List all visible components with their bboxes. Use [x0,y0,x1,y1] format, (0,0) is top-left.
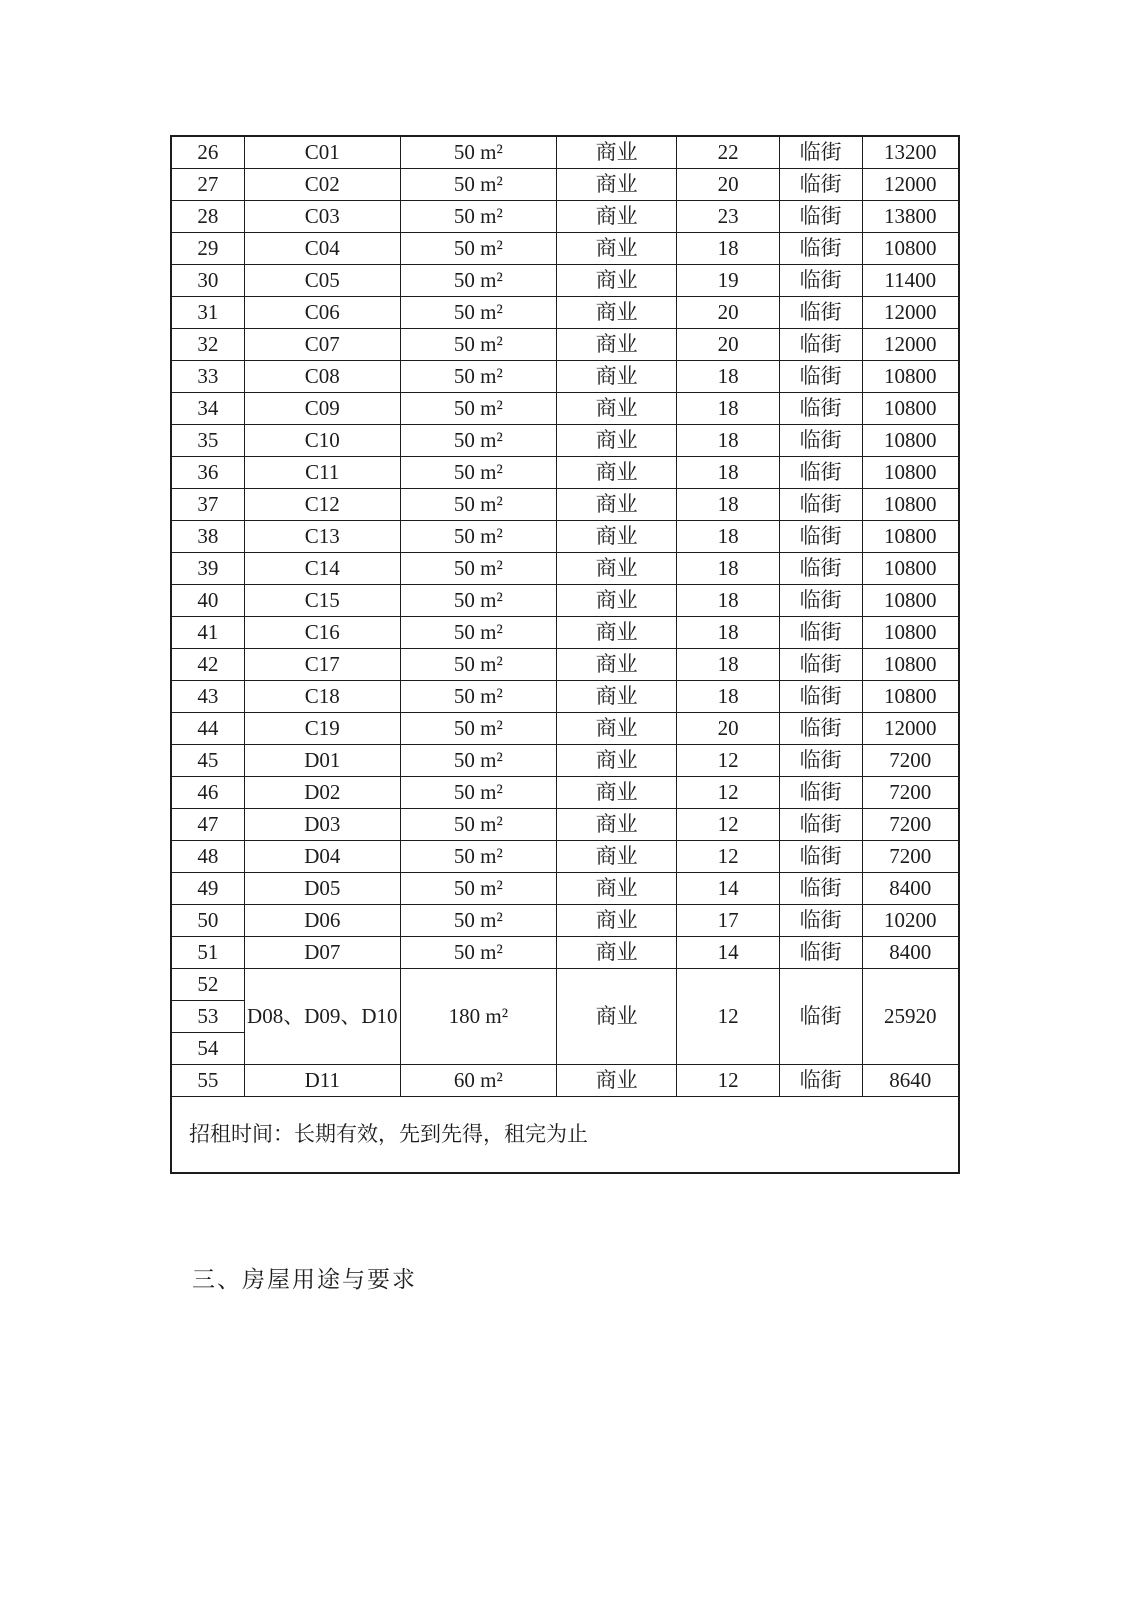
cell-count: 20 [677,168,779,200]
cell-position: 临街 [779,232,862,264]
cell-price: 10800 [862,392,959,424]
cell-position: 临街 [779,616,862,648]
cell-area: 50 m² [400,136,556,168]
cell-position: 临街 [779,360,862,392]
cell-no: 54 [171,1032,244,1064]
rental-period-note: 招租时间：长期有效，先到先得，租完为止 [171,1096,959,1173]
table-row [171,232,959,264]
cell-position: 临街 [779,744,862,776]
cell-unit: C01 [244,136,400,168]
cell-price: 10800 [862,424,959,456]
cell-count: 14 [677,872,779,904]
cell-area: 50 m² [400,200,556,232]
cell-price: 10800 [862,520,959,552]
cell-use: 商业 [556,168,677,200]
cell-count: 18 [677,680,779,712]
cell-count: 18 [677,392,779,424]
table-row [171,520,959,552]
cell-no: 48 [171,840,244,872]
table-row [171,168,959,200]
cell-use: 商业 [556,968,677,1064]
table-row [171,200,959,232]
cell-area: 50 m² [400,296,556,328]
cell-unit: C08 [244,360,400,392]
cell-price: 7200 [862,840,959,872]
cell-no: 44 [171,712,244,744]
cell-use: 商业 [556,584,677,616]
table-row [171,840,959,872]
cell-price: 7200 [862,744,959,776]
cell-area: 50 m² [400,168,556,200]
cell-area: 50 m² [400,488,556,520]
cell-use: 商业 [556,200,677,232]
cell-unit: C09 [244,392,400,424]
cell-price: 8400 [862,872,959,904]
table-row [171,776,959,808]
cell-no: 41 [171,616,244,648]
cell-no: 35 [171,424,244,456]
table-row [171,616,959,648]
cell-no: 36 [171,456,244,488]
cell-count: 18 [677,456,779,488]
cell-price: 13200 [862,136,959,168]
cell-price: 12000 [862,328,959,360]
cell-use: 商业 [556,904,677,936]
cell-no: 29 [171,232,244,264]
cell-unit: D06 [244,904,400,936]
cell-count: 18 [677,424,779,456]
cell-count: 12 [677,1064,779,1096]
cell-use: 商业 [556,552,677,584]
cell-area: 50 m² [400,232,556,264]
cell-no: 51 [171,936,244,968]
cell-count: 18 [677,552,779,584]
cell-use: 商业 [556,744,677,776]
cell-use: 商业 [556,808,677,840]
cell-count: 18 [677,584,779,616]
table-footer-row [171,1096,959,1173]
cell-unit: C11 [244,456,400,488]
cell-use: 商业 [556,936,677,968]
cell-price: 10800 [862,232,959,264]
cell-position: 临街 [779,1064,862,1096]
cell-position: 临街 [779,424,862,456]
cell-count: 12 [677,776,779,808]
cell-no: 38 [171,520,244,552]
cell-position: 临街 [779,648,862,680]
cell-price: 7200 [862,776,959,808]
cell-price: 13800 [862,200,959,232]
cell-use: 商业 [556,136,677,168]
cell-position: 临街 [779,456,862,488]
cell-position: 临街 [779,808,862,840]
cell-position: 临街 [779,840,862,872]
cell-use: 商业 [556,776,677,808]
cell-position: 临街 [779,488,862,520]
cell-count: 20 [677,328,779,360]
table-row [171,808,959,840]
section-heading: 三、房屋用途与要求 [192,1267,417,1292]
cell-unit: D11 [244,1064,400,1096]
cell-area: 50 m² [400,744,556,776]
cell-position: 临街 [779,168,862,200]
rental-units-table [170,135,960,1174]
table-row [171,872,959,904]
cell-area: 50 m² [400,360,556,392]
cell-use: 商业 [556,1064,677,1096]
cell-use: 商业 [556,264,677,296]
cell-position: 临街 [779,552,862,584]
table-row [171,968,959,1000]
cell-area: 50 m² [400,552,556,584]
cell-position: 临街 [779,328,862,360]
cell-unit: C12 [244,488,400,520]
cell-count: 18 [677,648,779,680]
cell-unit: C03 [244,200,400,232]
cell-unit: C15 [244,584,400,616]
cell-price: 10800 [862,360,959,392]
cell-count: 18 [677,520,779,552]
cell-use: 商业 [556,232,677,264]
table-row [171,264,959,296]
table-row [171,296,959,328]
cell-no: 46 [171,776,244,808]
cell-price: 12000 [862,296,959,328]
cell-area: 50 m² [400,840,556,872]
cell-unit: C10 [244,424,400,456]
table-row [171,648,959,680]
cell-count: 17 [677,904,779,936]
table-row [171,328,959,360]
cell-use: 商业 [556,616,677,648]
cell-unit: C16 [244,616,400,648]
cell-unit: D01 [244,744,400,776]
cell-position: 临街 [779,712,862,744]
cell-no: 26 [171,136,244,168]
cell-no: 28 [171,200,244,232]
table-row [171,136,959,168]
cell-use: 商业 [556,328,677,360]
cell-area: 50 m² [400,712,556,744]
cell-position: 临街 [779,520,862,552]
cell-count: 12 [677,744,779,776]
cell-no: 39 [171,552,244,584]
table-row [171,552,959,584]
cell-no: 31 [171,296,244,328]
cell-count: 20 [677,296,779,328]
cell-price: 10800 [862,552,959,584]
cell-unit: C19 [244,712,400,744]
cell-area: 50 m² [400,808,556,840]
cell-no: 37 [171,488,244,520]
table-row [171,904,959,936]
cell-no: 52 [171,968,244,1000]
cell-price: 8640 [862,1064,959,1096]
cell-count: 12 [677,840,779,872]
cell-area: 50 m² [400,936,556,968]
cell-use: 商业 [556,680,677,712]
cell-position: 临街 [779,296,862,328]
cell-count: 20 [677,712,779,744]
table-body [171,136,959,1173]
table-row [171,680,959,712]
cell-no: 27 [171,168,244,200]
cell-area: 50 m² [400,648,556,680]
cell-price: 10800 [862,616,959,648]
cell-unit: C17 [244,648,400,680]
cell-area: 50 m² [400,328,556,360]
cell-no: 42 [171,648,244,680]
cell-count: 12 [677,968,779,1064]
cell-area: 50 m² [400,264,556,296]
cell-use: 商业 [556,648,677,680]
cell-no: 32 [171,328,244,360]
table-row [171,1064,959,1096]
cell-position: 临街 [779,936,862,968]
cell-count: 22 [677,136,779,168]
cell-no: 45 [171,744,244,776]
cell-no: 50 [171,904,244,936]
cell-area: 50 m² [400,616,556,648]
cell-area: 50 m² [400,392,556,424]
table-row [171,584,959,616]
cell-no: 30 [171,264,244,296]
cell-no: 55 [171,1064,244,1096]
cell-use: 商业 [556,392,677,424]
table-row [171,424,959,456]
cell-count: 23 [677,200,779,232]
cell-unit: D03 [244,808,400,840]
cell-price: 10800 [862,648,959,680]
cell-position: 临街 [779,872,862,904]
cell-no: 53 [171,1000,244,1032]
cell-area: 50 m² [400,776,556,808]
cell-unit: C14 [244,552,400,584]
cell-count: 14 [677,936,779,968]
cell-use: 商业 [556,840,677,872]
cell-area: 60 m² [400,1064,556,1096]
table-row [171,488,959,520]
cell-area: 50 m² [400,520,556,552]
cell-no: 49 [171,872,244,904]
cell-area: 50 m² [400,872,556,904]
table-row [171,744,959,776]
cell-position: 临街 [779,904,862,936]
cell-unit: C18 [244,680,400,712]
cell-position: 临街 [779,264,862,296]
cell-price: 12000 [862,712,959,744]
cell-unit: C13 [244,520,400,552]
cell-no: 47 [171,808,244,840]
cell-no: 40 [171,584,244,616]
cell-area: 50 m² [400,904,556,936]
cell-position: 临街 [779,200,862,232]
cell-no: 43 [171,680,244,712]
cell-use: 商业 [556,360,677,392]
cell-area: 180 m² [400,968,556,1064]
cell-unit: D05 [244,872,400,904]
cell-area: 50 m² [400,424,556,456]
cell-area: 50 m² [400,680,556,712]
cell-price: 8400 [862,936,959,968]
cell-position: 临街 [779,584,862,616]
cell-price: 10800 [862,456,959,488]
cell-position: 临街 [779,392,862,424]
cell-unit: D02 [244,776,400,808]
cell-position: 临街 [779,136,862,168]
cell-unit: C05 [244,264,400,296]
cell-price: 10800 [862,680,959,712]
cell-no: 33 [171,360,244,392]
table-row [171,712,959,744]
cell-no: 34 [171,392,244,424]
cell-area: 50 m² [400,456,556,488]
cell-position: 临街 [779,968,862,1064]
cell-use: 商业 [556,296,677,328]
cell-unit: D07 [244,936,400,968]
cell-count: 19 [677,264,779,296]
table-row [171,392,959,424]
cell-use: 商业 [556,456,677,488]
cell-use: 商业 [556,424,677,456]
table-row [171,936,959,968]
cell-unit: C04 [244,232,400,264]
cell-use: 商业 [556,712,677,744]
cell-price: 10800 [862,584,959,616]
cell-price: 11400 [862,264,959,296]
cell-use: 商业 [556,520,677,552]
cell-price: 25920 [862,968,959,1064]
cell-price: 10800 [862,488,959,520]
cell-unit: D08、D09、D10 [244,968,400,1064]
cell-count: 18 [677,232,779,264]
cell-price: 12000 [862,168,959,200]
cell-count: 18 [677,360,779,392]
cell-count: 18 [677,616,779,648]
cell-unit: C07 [244,328,400,360]
cell-price: 10200 [862,904,959,936]
cell-use: 商业 [556,872,677,904]
cell-area: 50 m² [400,584,556,616]
table-row [171,456,959,488]
table-row [171,360,959,392]
cell-position: 临街 [779,776,862,808]
cell-position: 临街 [779,680,862,712]
cell-unit: C06 [244,296,400,328]
cell-count: 18 [677,488,779,520]
cell-use: 商业 [556,488,677,520]
cell-count: 12 [677,808,779,840]
cell-unit: C02 [244,168,400,200]
cell-price: 7200 [862,808,959,840]
cell-unit: D04 [244,840,400,872]
